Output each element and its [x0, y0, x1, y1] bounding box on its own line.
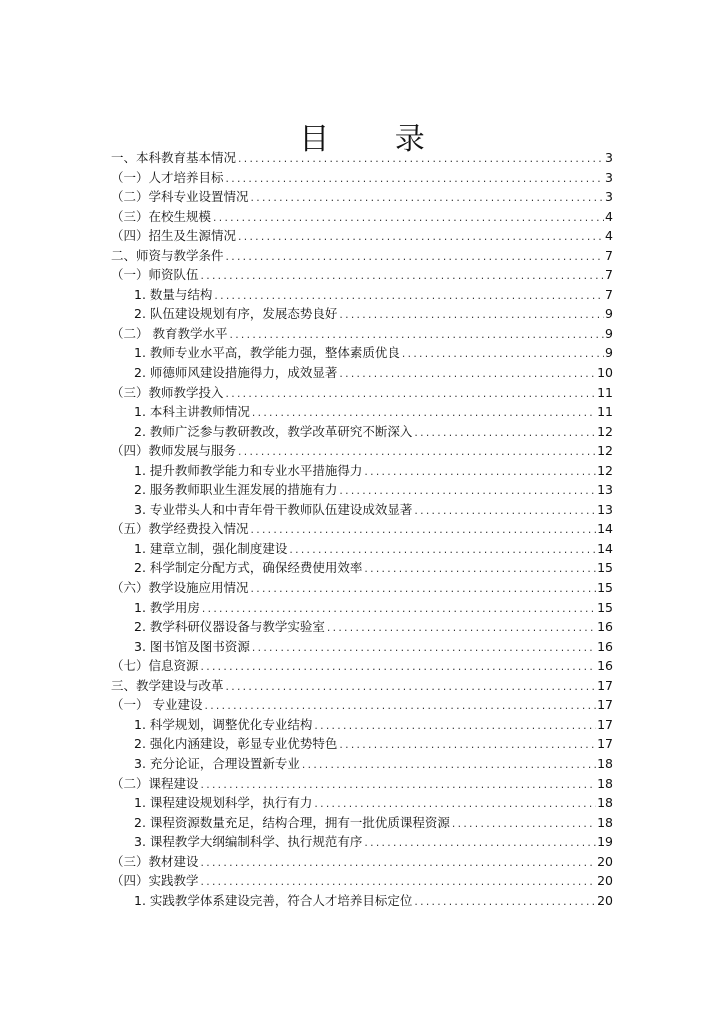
toc-entry[interactable]	[111, 343, 613, 363]
toc-entry[interactable]	[111, 480, 613, 500]
toc-page-number: 17	[597, 716, 613, 732]
toc-entry-text: 一、本科教育基本情况	[111, 150, 237, 165]
toc-entry-text: 1. 实践教学体系建设完善，符合人才培养目标定位	[134, 892, 413, 908]
toc-page-number: 9	[605, 345, 613, 361]
toc-page-number: 18	[597, 755, 613, 771]
toc-page-number: 12	[597, 423, 613, 439]
toc-dot-leader	[250, 190, 605, 210]
toc-entry-text: 二、师资与教学条件	[111, 247, 224, 263]
toc-page-number: 16	[597, 619, 613, 635]
toc-entry[interactable]	[111, 598, 613, 618]
toc-entry-text: 1. 提升教师教学能力和专业水平措施得力	[134, 462, 363, 478]
toc-entry-text: 2. 强化内涵建设，彰显专业优势特色	[134, 736, 338, 752]
toc-dot-leader	[200, 659, 597, 679]
toc-entry-text: 2. 教师广泛参与教研教改，教学改革研究不断深入	[134, 423, 413, 439]
toc-dot-leader	[451, 816, 596, 836]
toc-dot-leader	[250, 581, 597, 601]
toc-page-number: 20	[597, 853, 613, 869]
toc-page-number: 17	[597, 677, 613, 693]
toc-dot-leader	[251, 640, 596, 660]
toc-page-number: 18	[597, 814, 613, 830]
toc-page-number: 15	[597, 560, 613, 576]
toc-page-number: 7	[605, 286, 613, 302]
toc-entry[interactable]	[111, 734, 613, 754]
toc-entry[interactable]	[111, 832, 613, 852]
toc-entry-text: 2. 科学制定分配方式，确保经费使用效率	[134, 560, 363, 576]
toc-entry-text: （六）教学设施应用情况	[111, 580, 249, 596]
toc-entry[interactable]	[111, 539, 613, 559]
toc-dot-leader	[413, 894, 596, 914]
toc-page-number: 12	[597, 462, 613, 478]
toc-entry[interactable]	[111, 578, 613, 598]
toc-dot-leader	[212, 210, 604, 230]
toc-page-number: 15	[597, 599, 613, 615]
toc-entry[interactable]	[111, 226, 613, 246]
toc-entry-text: 2. 课程资源数量充足，结构合理，拥有一批优质课程资源	[134, 814, 450, 830]
toc-entry[interactable]	[111, 324, 613, 344]
toc-page-number: 4	[605, 208, 613, 224]
toc-entry[interactable]	[111, 871, 613, 891]
toc-dot-leader	[363, 561, 596, 581]
toc-dot-leader	[225, 386, 597, 406]
toc-entry-text: （一）人才培养目标	[111, 169, 224, 185]
toc-page-number: 11	[597, 384, 613, 400]
toc-entry[interactable]	[111, 207, 613, 227]
toc-entry-text: 1. 科学规划，调整优化专业结构	[134, 716, 313, 732]
toc-entry[interactable]	[111, 637, 613, 657]
toc-entry[interactable]	[111, 246, 613, 266]
toc-entry-text: 1. 课程建设规划科学，执行有力	[134, 795, 313, 811]
toc-entry-text: （二）课程建设	[111, 775, 199, 791]
toc-entry-text: 1. 本科主讲教师情况	[134, 404, 250, 420]
toc-entry-text: （四）招生及生源情况	[111, 228, 237, 244]
toc-entry-text: 1. 教学用房	[134, 599, 200, 615]
toc-page-number: 17	[597, 697, 613, 713]
toc-entry-text: （二） 教育教学水平	[111, 325, 228, 341]
toc-entry-text: （四）教师发展与服务	[111, 443, 237, 459]
toc-entry-text: 3. 课程教学大纲编制科学、执行规范有序	[134, 834, 363, 850]
toc-dot-leader	[225, 171, 605, 191]
toc-dot-leader	[237, 151, 604, 171]
toc-page-number: 19	[597, 834, 613, 850]
toc-entry-text: 3. 专业带头人和中青年骨干教师队伍建设成效显著	[134, 501, 413, 517]
toc-page-number: 3	[605, 169, 613, 185]
toc-entry[interactable]	[111, 519, 613, 539]
toc-entry[interactable]	[111, 656, 613, 676]
toc-dot-leader	[237, 229, 604, 249]
toc-entry[interactable]	[111, 422, 613, 442]
toc-dot-leader	[200, 855, 597, 875]
toc-dot-leader	[338, 307, 604, 327]
toc-dot-leader	[200, 268, 605, 288]
toc-page-number: 18	[597, 775, 613, 791]
toc-page-number: 11	[597, 404, 613, 420]
toc-entry-text: （七）信息资源	[111, 658, 199, 674]
toc-page-number: 16	[597, 638, 613, 654]
toc-page-number: 12	[597, 443, 613, 459]
toc-entry[interactable]	[111, 793, 613, 813]
toc-page-number: 20	[597, 873, 613, 889]
toc-entry[interactable]	[111, 265, 613, 285]
toc-entry[interactable]	[111, 461, 613, 481]
toc-dot-leader	[363, 464, 596, 484]
toc-entry[interactable]	[111, 148, 613, 168]
toc-page-number: 3	[605, 150, 613, 165]
toc-page-number: 7	[605, 267, 613, 283]
toc-dot-leader	[401, 346, 604, 366]
toc-entry[interactable]	[111, 891, 613, 911]
toc-page-number: 15	[597, 580, 613, 596]
toc-page-number: 9	[605, 325, 613, 341]
toc-page-number: 18	[597, 795, 613, 811]
toc-entry[interactable]	[111, 500, 613, 520]
toc-entry[interactable]	[111, 695, 613, 715]
toc-entry[interactable]	[111, 558, 613, 578]
toc-entry-text: （一） 专业建设	[111, 697, 203, 713]
toc-page-number: 7	[605, 247, 613, 263]
toc-entry-text: 3. 充分论证，合理设置新专业	[134, 755, 300, 771]
toc-entry[interactable]	[111, 852, 613, 872]
toc-dot-leader	[413, 425, 596, 445]
toc-page-number: 16	[597, 658, 613, 674]
toc-entry-text: 2. 师德师风建设措施得力，成效显著	[134, 365, 338, 381]
toc-entry-text: 2. 服务教师职业生涯发展的措施有力	[134, 482, 338, 498]
toc-page-number: 13	[597, 501, 613, 517]
toc-entry[interactable]	[111, 715, 613, 735]
toc-dot-leader	[313, 718, 596, 738]
toc-dot-leader	[363, 835, 596, 855]
toc-dot-leader	[338, 737, 596, 757]
toc-page-number: 20	[597, 892, 613, 908]
toc-entry-text: 2. 教学科研仪器设备与教学实验室	[134, 619, 325, 635]
toc-entry[interactable]	[111, 168, 613, 188]
toc-entry[interactable]	[111, 363, 613, 383]
toc-dot-leader	[413, 503, 596, 523]
toc-entry[interactable]	[111, 441, 613, 461]
toc-page-number: 3	[605, 189, 613, 205]
toc-entry-text: 3. 图书馆及图书资源	[134, 638, 250, 654]
toc-entry[interactable]	[111, 402, 613, 422]
toc-entry[interactable]	[111, 383, 613, 403]
toc-page-number: 14	[597, 521, 613, 537]
toc-dot-leader	[301, 757, 596, 777]
toc-entry[interactable]	[111, 774, 613, 794]
toc-entry-text: （五）教学经费投入情况	[111, 521, 249, 537]
toc-entry-text: （四）实践教学	[111, 873, 199, 889]
toc-entry-text: 2. 队伍建设规划有序，发展态势良好	[134, 306, 338, 322]
toc-entry[interactable]	[111, 813, 613, 833]
toc-entry[interactable]	[111, 754, 613, 774]
toc-page-number: 17	[597, 736, 613, 752]
toc-list	[111, 148, 613, 910]
toc-page-number: 9	[605, 306, 613, 322]
toc-entry-text: （二）学科专业设置情况	[111, 189, 249, 205]
toc-entry[interactable]	[111, 617, 613, 637]
toc-entry-text: 1. 教师专业水平高，教学能力强，整体素质优良	[134, 345, 400, 361]
toc-entry[interactable]	[111, 187, 613, 207]
toc-entry-text: 三、教学建设与改革	[111, 677, 224, 693]
toc-dot-leader	[225, 679, 597, 699]
toc-entry-text: （一）师资队伍	[111, 267, 199, 283]
toc-entry[interactable]	[111, 304, 613, 324]
toc-page-number: 4	[605, 228, 613, 244]
toc-page-number: 13	[597, 482, 613, 498]
toc-dot-leader	[250, 522, 597, 542]
toc-entry-text: （三）教师教学投入	[111, 384, 224, 400]
toc-dot-leader	[225, 249, 605, 269]
toc-page-number: 14	[597, 540, 613, 556]
toc-page-number: 10	[597, 365, 613, 381]
toc-entry-text: 1. 建章立制，强化制度建设	[134, 540, 288, 556]
toc-entry-text: （三）教材建设	[111, 853, 199, 869]
toc-entry[interactable]	[111, 285, 613, 305]
toc-entry[interactable]	[111, 676, 613, 696]
toc-entry-text: 1. 数量与结构	[134, 286, 213, 302]
toc-dot-leader	[338, 366, 596, 386]
toc-entry-text: （三）在校生规模	[111, 208, 212, 224]
toc-title: 目 录	[299, 122, 453, 157]
toc-dot-leader	[326, 620, 596, 640]
